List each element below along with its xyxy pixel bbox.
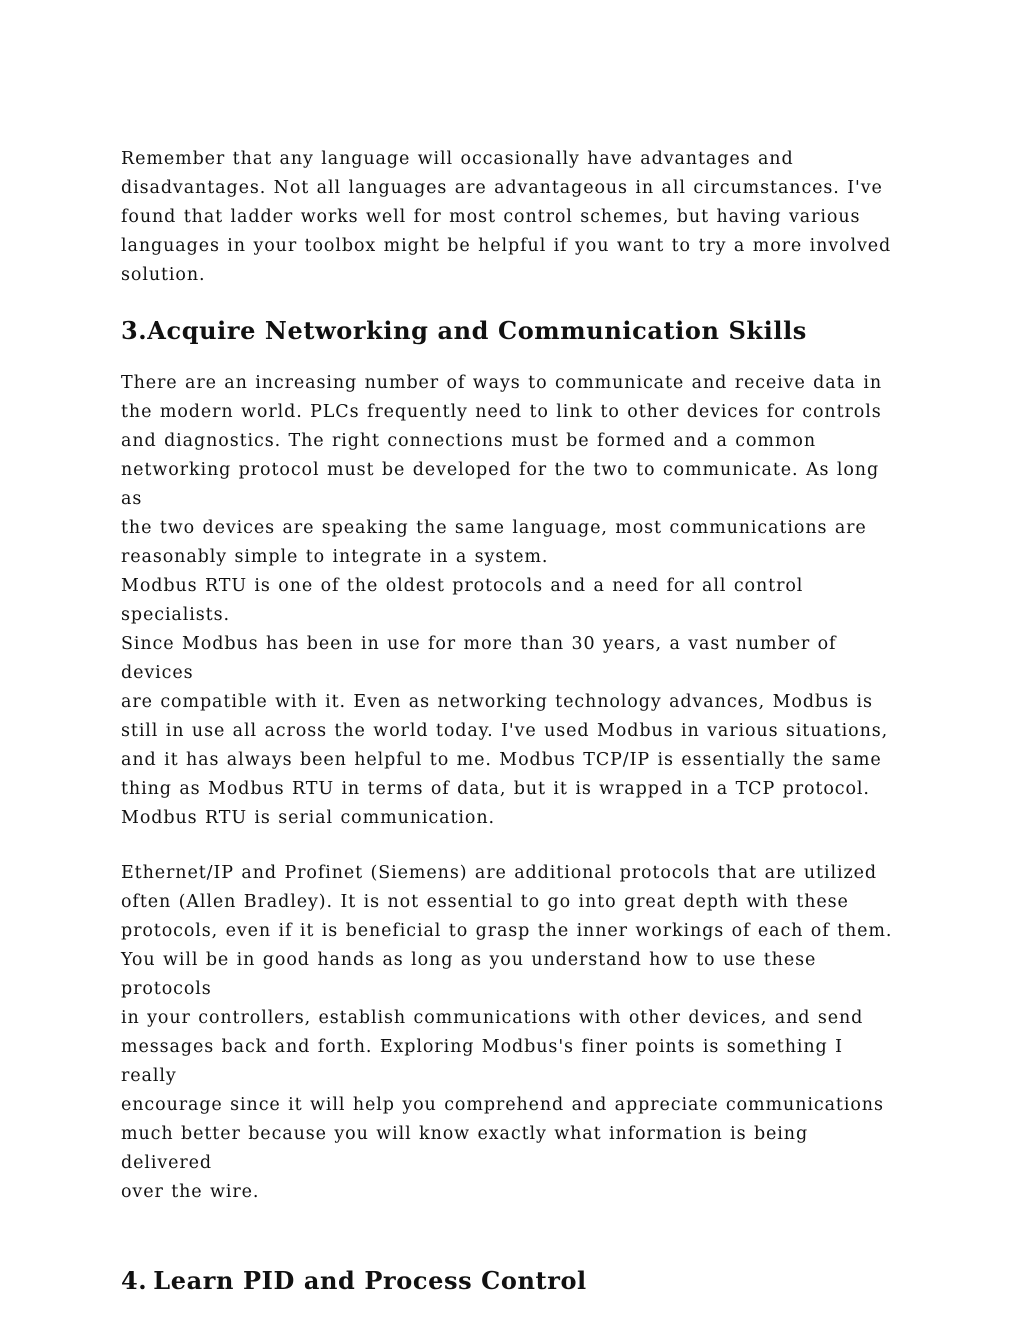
intro-paragraph: Remember that any language will occasionally have advantages and disadvantages. Not all languages are advantageous in all circumstances. I've found that ladder works well for most control schemes, but having various languages in your toolbox might be helpful if you want to try a more involved solution. — [121, 149, 892, 285]
networking-paragraph-1: There are an increasing number of ways to communicate and receive data in the modern world. PLCs frequently need to link to other devices for controls and diagnostics. The right connections must be formed and a common networking protocol must be developed for the two to communicate. As long as the two devices are speaking the same language, most communications are reasonably simple to integrate in a system. — [121, 373, 883, 567]
section-number: 4. — [121, 1266, 148, 1295]
section-title: Acquire Networking and Communication Skills — [147, 316, 807, 345]
section-number: 3. — [121, 316, 148, 345]
networking-paragraph-ethernet-ip: Ethernet/IP and Profinet (Siemens) are additional protocols that are utilized often (Allen Bradley). It is not essential to go into great depth with these protocols, even if it is beneficial to grasp the inner workings of each of them. You will be in good hands as long as you understand how to use these protocols in your controllers, establish communications with other devices, and send messages back and forth. Exploring Modbus's finer points is something I really encourage since it will help you comprehend and appreciate communications much better because you will know exactly what information is being delivered over the wire. — [121, 863, 893, 1202]
section-heading-networking — [121, 315, 906, 347]
section-heading-pid — [121, 1265, 906, 1297]
networking-paragraph-modbus: Modbus RTU is one of the oldest protocols and a need for all control specialists. Since Modbus has been in use for more than 30 years, a vast number of devices are compatible with it. Even as networking technology advances, Modbus is still in use all across the world today. I've used Modbus in various situations, and it has always been helpful to me. Modbus TCP/IP is essentially the same thing as Modbus RTU in terms of data, but it is wrapped in a TCP protocol. Modbus RTU is serial communication. — [121, 576, 889, 828]
section-title: Learn PID and Process Control — [153, 1266, 587, 1295]
document-body — [121, 145, 906, 1297]
